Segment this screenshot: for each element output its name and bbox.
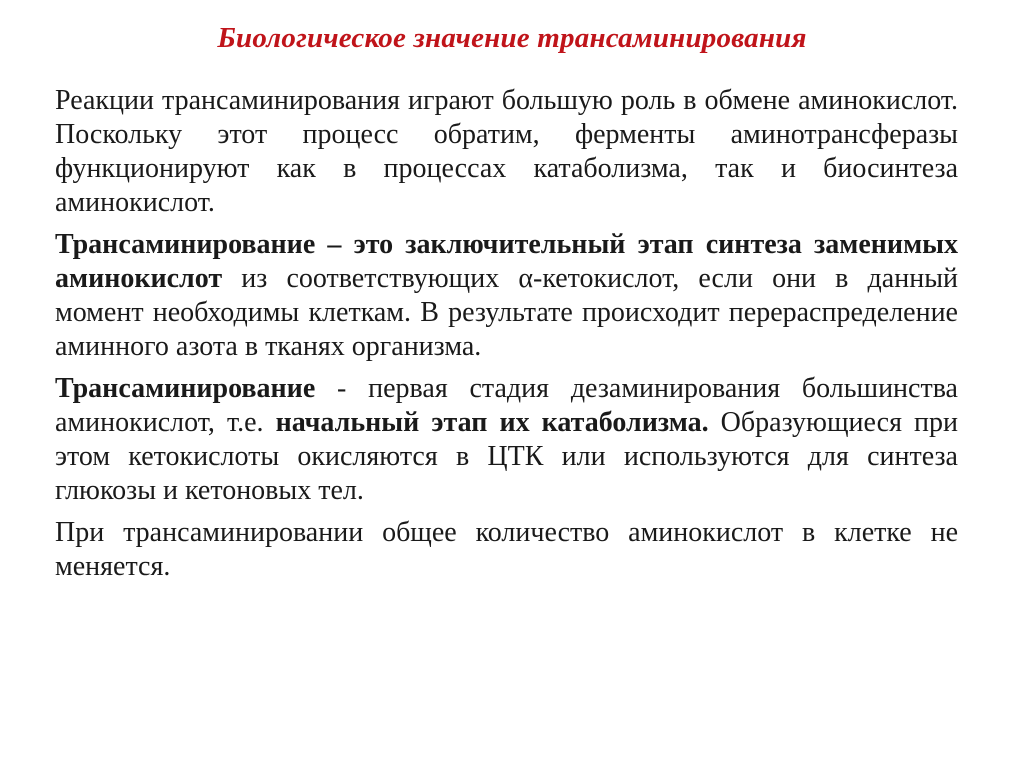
paragraph-4-text: При трансаминировании общее количество аминокислот в клетке не меняется.	[55, 517, 958, 582]
paragraph-3-bold-1: Трансаминирование	[55, 373, 316, 404]
paragraph-4	[55, 516, 958, 584]
slide-content	[55, 84, 958, 592]
paragraph-3-text-2: Образующиеся при этом кетокислоты окисляются в ЦТК или используются для синтеза глюкозы и кетоновых тел.	[55, 407, 959, 506]
paragraph-2-bold: Трансаминирование – это заключительный этап синтеза заменимых аминокислот	[55, 229, 958, 294]
paragraph-3	[55, 372, 958, 508]
paragraph-3-bold-2: начальный этап их катаболизма.	[275, 407, 709, 438]
paragraph-1	[55, 84, 958, 220]
paragraph-2-text: из соответствующих α-кетокислот, если они в данный момент необходимы клеткам. В результате происходит перераспределение аминного азота в тканях организма.	[55, 263, 958, 362]
paragraph-2	[55, 228, 958, 364]
paragraph-1-text: Реакции трансаминирования играют большую роль в обмене аминокислот. Поскольку этот процесс обратим, ферменты аминотрансферазы функционируют как в процессах катаболизма, так и биосинтеза аминокислот.	[55, 85, 958, 218]
paragraph-3-text-1: - первая стадия дезаминирования большинства аминокислот, т.е.	[55, 373, 958, 438]
slide-title: Биологическое значение трансаминирования	[217, 22, 807, 54]
